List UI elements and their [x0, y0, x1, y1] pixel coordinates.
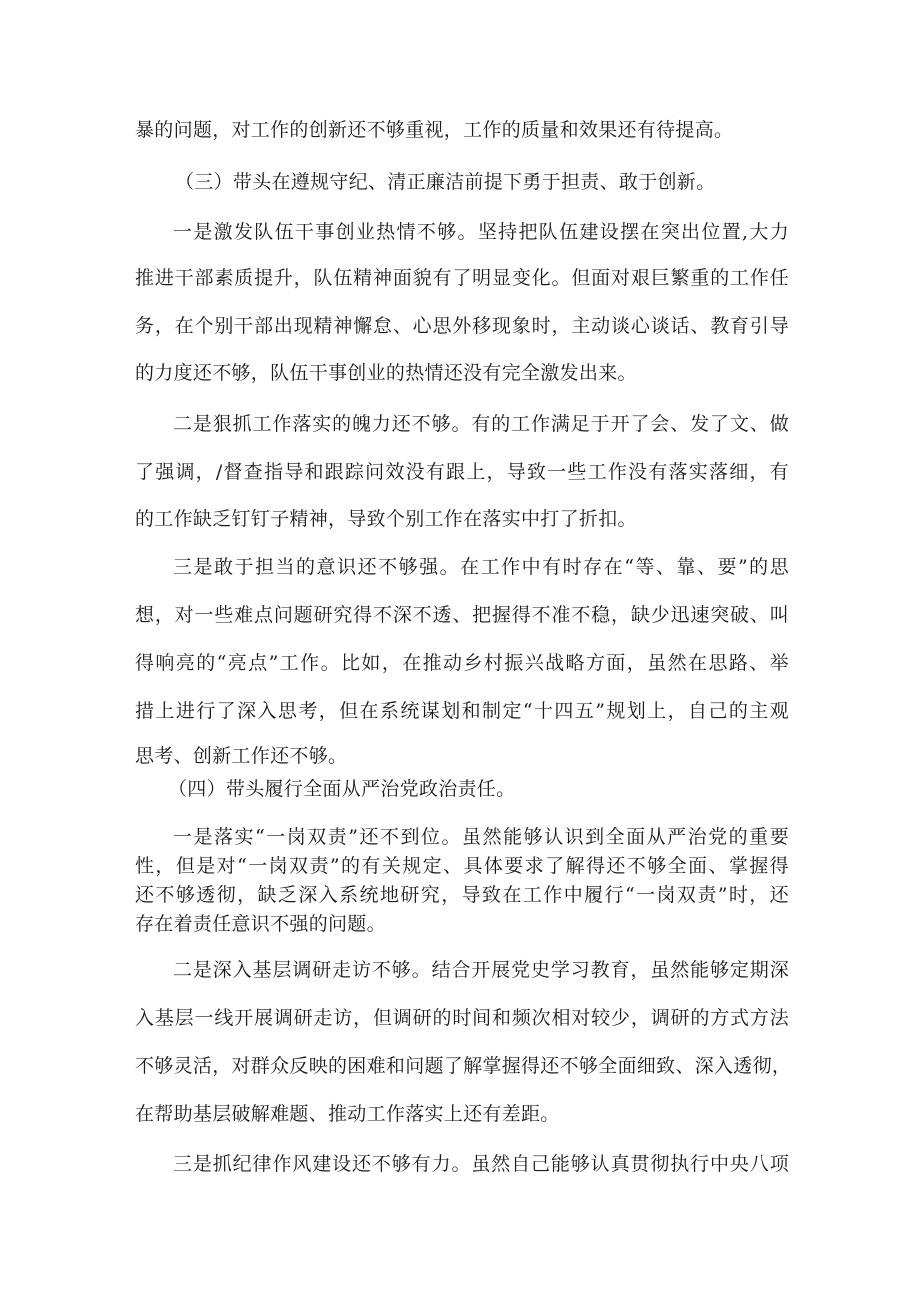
text-line: 想，对一些难点问题研究得不深不透、把握得不准不稳，缺少迅速突破、叫 [135, 604, 789, 626]
text-line: 在帮助基层破解难题、推动工作落实上还有差距。 [135, 1103, 560, 1125]
text-line: 措上进行了深入思考，但在系统谋划和制定“十四五”规划上，自己的主观 [135, 700, 789, 722]
text-line: 暴的问题，对工作的创新还不够重视，工作的质量和效果还有待提高。 [135, 119, 734, 141]
section-heading-3: （三）带头在遵规守纪、清正廉洁前提下勇于担责、敢于创新。 [175, 171, 716, 193]
text-line: 二是深入基层调研走访不够。结合开展党史学习教育，虽然能够定期深 [173, 959, 789, 981]
text-line: 一是落实“一岗双责”还不到位。虽然能够认识到全面从严治党的重要 [173, 826, 789, 848]
text-line: 性，但是对“一岗双责”的有关规定、具体要求了解得还不够全面、掌握得 [135, 855, 789, 877]
text-line: 的力度还不够，队伍干事创业的热情还没有完全激发出来。 [135, 362, 637, 384]
text-line: 了强调，/督查指导和跟踪问效没有跟上，导致一些工作没有落实落细，有 [135, 461, 789, 483]
text-line: 三是抓纪律作风建设还不够有力。虽然自己能够认真贯彻执行中央八项 [173, 1153, 789, 1175]
text-line: 的工作缺乏钉钉子精神，导致个别工作在落实中打了折扣。 [135, 508, 637, 530]
text-line: 一是激发队伍干事创业热情不够。坚持把队伍建设摆在突出位置,大力 [173, 221, 789, 243]
text-line: 入基层一线开展调研走访，但调研的时间和频次相对较少，调研的方式方法 [135, 1007, 789, 1029]
text-line: 推进干部素质提升，队伍精神面貌有了明显变化。但面对艰巨繁重的工作任 [135, 267, 789, 289]
text-line: 得响亮的“亮点”工作。比如，在推动乡村振兴战略方面，虽然在思路、举 [135, 652, 789, 674]
text-line: 存在着责任意识不强的问题。 [135, 913, 386, 935]
text-line: 还不够透彻，缺乏深入系统地研究，导致在工作中履行“一岗双责”时，还 [135, 884, 789, 906]
text-line: 三是敢于担当的意识还不够强。在工作中有时存在“等、靠、要”的思 [173, 556, 789, 578]
text-line: 务，在个别干部出现精神懈怠、心思外移现象时，主动谈心谈话、教育引导 [135, 315, 789, 337]
text-line: 二是狠抓工作落实的魄力还不够。有的工作满足于开了会、发了文、做 [173, 413, 789, 435]
text-line: 思考、创新工作还不够。 [135, 745, 348, 767]
text-line: 不够灵活，对群众反映的困难和问题了解掌握得还不够全面细致、深入透彻， [135, 1055, 792, 1077]
section-heading-4: （四）带头履行全面从严治党政治责任。 [168, 778, 516, 800]
